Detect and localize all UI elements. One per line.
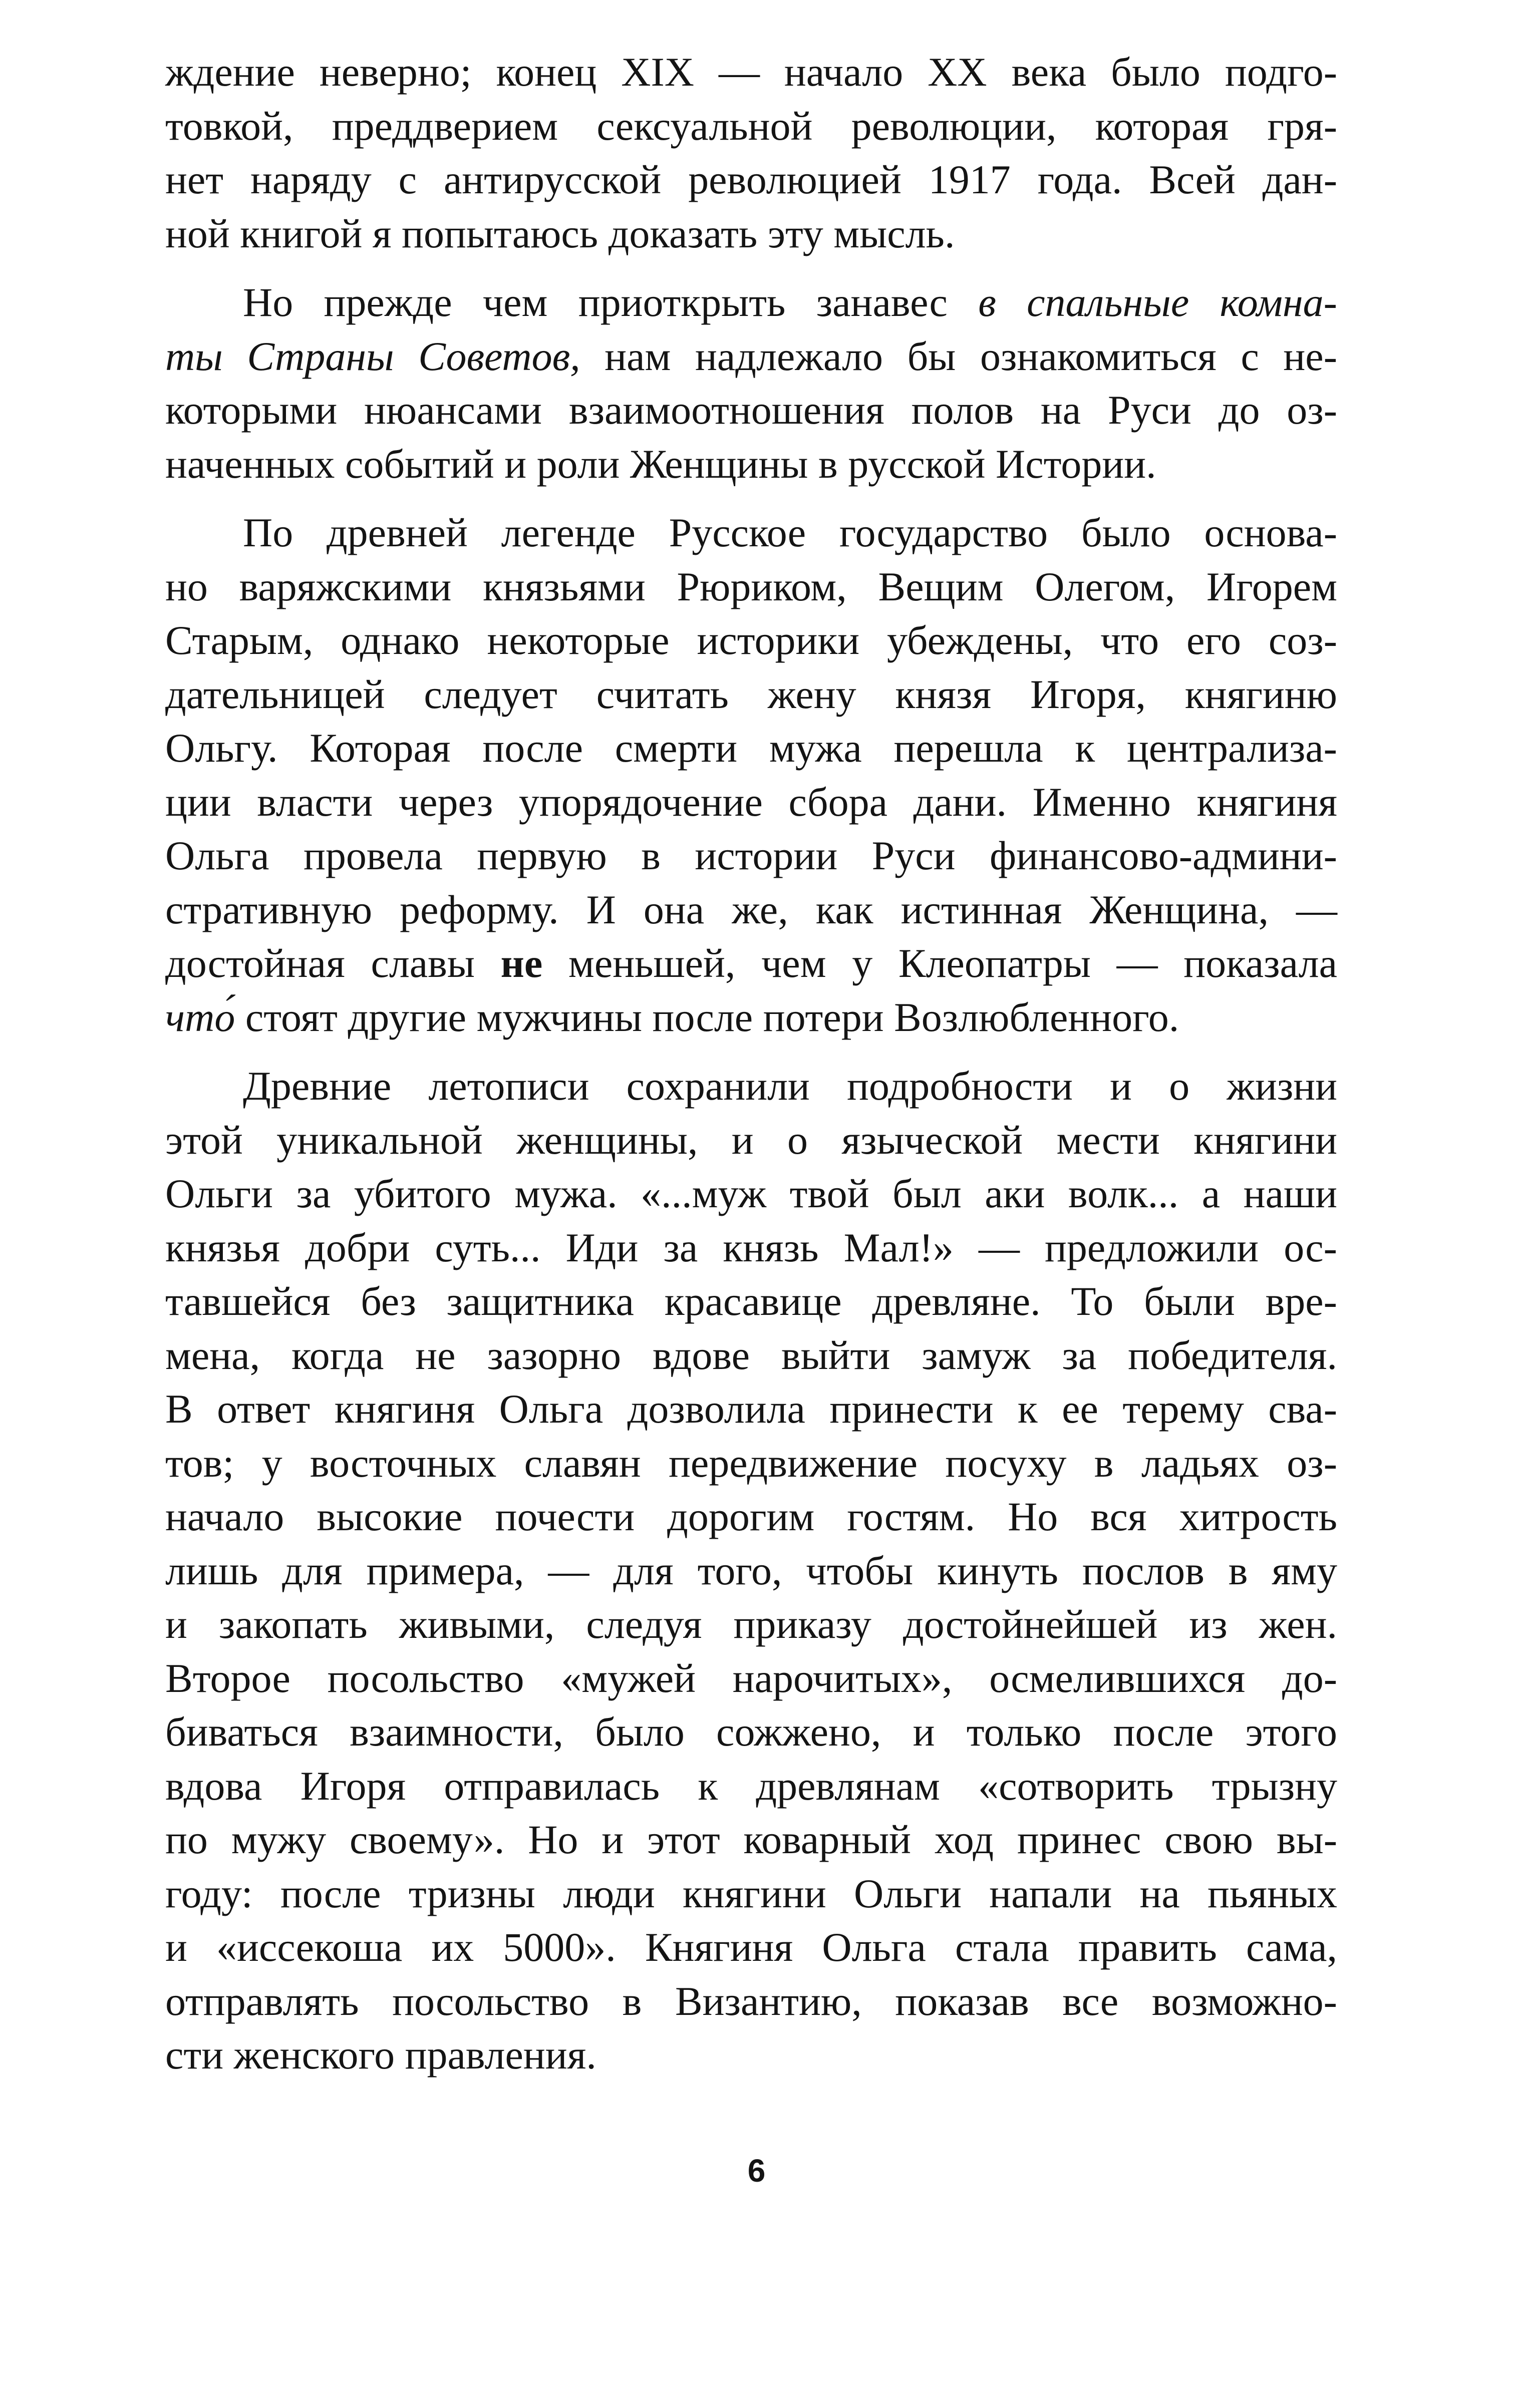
italic-text: ты Страны Советов, — [165, 333, 580, 379]
text-line — [165, 1651, 1337, 1705]
text-line — [165, 1328, 1337, 1383]
paragraph — [165, 1059, 1337, 2082]
text-segment: нам надлежало бы ознакомиться с не- — [580, 333, 1337, 379]
text-segment: году: после тризны люди княгини Ольги напали на пьяных — [165, 1870, 1337, 1916]
text-line — [165, 721, 1337, 775]
text-segment: которыми нюансами взаимоотношения полов на Руси до оз- — [165, 387, 1337, 433]
paragraph — [165, 275, 1337, 491]
text-segment: и закопать живыми, следуя приказу достойнейшей из жен. — [165, 1601, 1337, 1647]
text-segment: этой уникальной женщины, и о языческой мести княгини — [165, 1117, 1337, 1163]
text-segment: по мужу своему». Но и этот коварный ход принес свою вы- — [165, 1817, 1337, 1862]
text-line — [165, 1113, 1337, 1167]
bold-text: не — [500, 940, 543, 986]
text-line — [165, 506, 1337, 560]
text-segment: но варяжскими князьями Рюриком, Вещим Олегом, Игорем — [165, 563, 1337, 609]
page-body — [165, 45, 1337, 2082]
text-line — [165, 667, 1337, 722]
text-segment: В ответ княгиня Ольга дозволила принести к ее терему сва- — [165, 1386, 1337, 1432]
text-segment: Древние летописи сохранили подробности и о жизни — [243, 1063, 1337, 1109]
text-segment: Ольга провела первую в истории Руси финансово-админи- — [165, 833, 1337, 878]
text-line — [165, 275, 1337, 329]
text-segment: Старым, однако некоторые историки убеждены, что его соз- — [165, 617, 1337, 663]
text-segment: мена, когда не зазорно вдове выйти замуж за победителя. — [165, 1332, 1337, 1378]
text-line — [165, 1705, 1337, 1759]
text-segment: тов; у восточных славян передвижение посуху в ладьях оз- — [165, 1440, 1337, 1486]
text-line — [165, 1544, 1337, 1598]
text-segment: князья добри суть... Иди за князь Мал!» — предложили ос- — [165, 1224, 1337, 1270]
text-line — [165, 329, 1337, 384]
text-line — [165, 99, 1337, 153]
text-segment: стративную реформу. И она же, как истинная Женщина, — — [165, 886, 1337, 932]
text-segment: товкой, преддверием сексуальной революции, которая гря- — [165, 103, 1337, 149]
text-segment: отправлять посольство в Византию, показав все возможно- — [165, 1978, 1337, 2024]
text-line — [165, 1167, 1337, 1221]
page-number: 6 — [747, 2153, 766, 2189]
italic-text: что́ — [165, 994, 235, 1040]
text-segment: начало высокие почести дорогим гостям. Но вся хитрость — [165, 1494, 1337, 1539]
italic-text: в спальные комна- — [978, 279, 1337, 325]
text-segment: стоят другие мужчины после потери Возлюбленного. — [235, 994, 1179, 1040]
text-segment: Второе посольство «мужей нарочитых», осмелившихся до- — [165, 1655, 1337, 1701]
text-line — [165, 775, 1337, 829]
text-line — [165, 1274, 1337, 1328]
text-segment: наченных событий и роли Женщины в русской Истории. — [165, 441, 1156, 487]
text-line — [165, 1436, 1337, 1490]
text-segment: и «иссекоша их 5000». Княгиня Ольга стала править сама, — [165, 1924, 1337, 1970]
text-line — [165, 883, 1337, 937]
text-segment: тавшейся без защитника красавице древляне. То были вре- — [165, 1278, 1337, 1324]
text-segment: ции власти через упорядочение сбора дани. Именно княгиня — [165, 779, 1337, 825]
text-line — [165, 207, 1337, 261]
text-line — [165, 560, 1337, 614]
text-line — [165, 153, 1337, 207]
text-line — [165, 383, 1337, 437]
text-segment: достойная славы — [165, 940, 501, 986]
text-line — [165, 1490, 1337, 1544]
text-line — [165, 2028, 1337, 2082]
paragraph — [165, 45, 1337, 260]
text-line — [165, 829, 1337, 883]
text-line — [165, 1059, 1337, 1113]
paragraph — [165, 506, 1337, 1044]
text-segment: ждение неверно; конец XIX — начало XX века было подго- — [165, 49, 1337, 95]
text-line — [165, 936, 1337, 990]
text-line — [165, 1382, 1337, 1436]
text-segment: биваться взаимности, было сожжено, и только после этого — [165, 1709, 1337, 1755]
text-line — [165, 1813, 1337, 1867]
text-line — [165, 1759, 1337, 1813]
text-line — [165, 613, 1337, 667]
text-line — [165, 1920, 1337, 1974]
text-line — [165, 1597, 1337, 1651]
text-segment: сти женского правления. — [165, 2032, 596, 2078]
text-segment: По древней легенде Русское государство было основа- — [243, 510, 1337, 555]
text-line — [165, 1867, 1337, 1921]
text-segment: дательницей следует считать жену князя Игоря, княгиню — [165, 671, 1337, 717]
text-segment: меньшей, чем у Клеопатры — показала — [542, 940, 1338, 986]
text-line — [165, 990, 1337, 1045]
text-line — [165, 1221, 1337, 1275]
text-segment: лишь для примера, — для того, чтобы кинуть послов в яму — [165, 1547, 1337, 1593]
text-segment: Но прежде чем приоткрыть занавес — [243, 279, 979, 325]
text-segment: нет наряду с антирусской революцией 1917 года. Всей дан- — [165, 157, 1337, 202]
text-segment: ной книгой я попытаюсь доказать эту мысль. — [165, 210, 955, 256]
text-line — [165, 437, 1337, 491]
text-segment: вдова Игоря отправилась к древлянам «сотворить трызну — [165, 1763, 1337, 1809]
text-segment: Ольги за убитого мужа. «...муж твой был аки волк... а наши — [165, 1171, 1337, 1216]
text-segment: Ольгу. Которая после смерти мужа перешла к централиза- — [165, 725, 1337, 771]
text-line — [165, 45, 1337, 99]
text-line — [165, 1974, 1337, 2028]
